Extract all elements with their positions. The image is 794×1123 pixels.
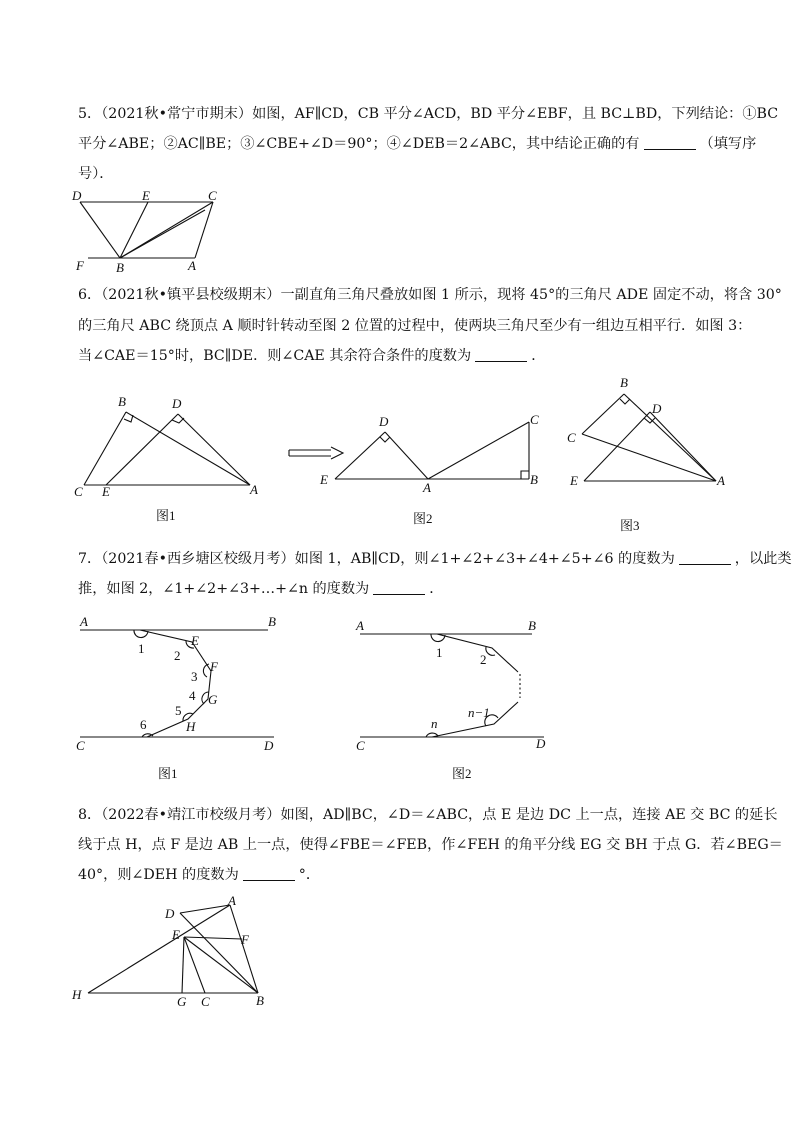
q5-line2	[78, 129, 756, 159]
q8-line3-tail: °．	[298, 867, 321, 883]
q7-f1-label-C: C	[76, 738, 85, 753]
q6-f2-label-C: C	[530, 412, 539, 427]
q7-f1-angle-1: 1	[138, 641, 145, 656]
q5-line1: 5．（2021秋•常宁市期末）如图，AF∥CD，CB 平分∠ACD，BD 平分∠EBF，且 BC⊥BD，下列结论：①BC	[78, 106, 779, 122]
q6-f1-label-D: D	[172, 396, 182, 411]
q5-line3: 号）．	[78, 166, 114, 182]
q7-f1-label-F: F	[210, 659, 218, 674]
q7-figure-2	[352, 612, 562, 787]
q6-f3-label-A: A	[717, 473, 725, 488]
q8-label-B: B	[256, 993, 264, 1008]
q6-f3-label-E: E	[570, 473, 578, 488]
q6-f3-label-D: D	[652, 401, 662, 416]
q8-label-G: G	[177, 994, 187, 1009]
q7-f1-angle-2: 2	[174, 648, 181, 663]
q6-f1-label-E: E	[102, 484, 110, 499]
q7-answer-blank-1[interactable]	[679, 550, 731, 565]
q6-f1-label-B: B	[118, 394, 126, 409]
q5-label-C: C	[208, 188, 217, 203]
q7-f2-label-C: C	[356, 738, 365, 753]
q8-line3	[78, 860, 320, 890]
q6-figure-3	[564, 374, 734, 539]
q6-line3	[78, 341, 545, 371]
q7-f1-caption: 图1	[158, 766, 178, 781]
q7-answer-blank-2[interactable]	[373, 580, 425, 595]
q6-f2-caption: 图2	[413, 511, 433, 526]
q8-line3-text: 40°，则∠DEH 的度数为	[78, 867, 239, 883]
q6-line1: 6．（2021秋•镇平县校级期末）一副直角三角尺叠放如图 1 所示，现将 45°的三角尺 ADE 固定不动，将含 30°	[78, 287, 782, 303]
q8-label-D: D	[165, 906, 175, 921]
q7-f1-label-E: E	[191, 633, 199, 648]
q5-line2-tail: （填写序	[699, 136, 757, 152]
q5-line2-text: 平分∠ABE；②AC∥BE；③∠CBE+∠D＝90°；④∠DEB＝2∠ABC，其中结论正确的有	[78, 136, 640, 152]
q8-label-C: C	[201, 994, 210, 1009]
q8-figure	[70, 893, 280, 1013]
q6-line3-tail: ．	[531, 348, 546, 364]
q7-f2-angle-2: 2	[480, 652, 487, 667]
q8-line1: 8．（2022春•靖江市校级月考）如图，AD∥BC，∠D＝∠ABC，点 E 是边 DC 上一点，连接 AE 交 BC 的延长	[78, 807, 778, 823]
q7-f2-angle-n: n	[431, 716, 438, 731]
q5-figure	[70, 188, 230, 278]
q7-f2-angle-1: 1	[436, 645, 443, 660]
q6-f1-label-C: C	[74, 484, 83, 499]
q6-f3-label-B: B	[620, 375, 628, 390]
q7-f1-label-A: A	[80, 614, 88, 629]
q6-line2: 的三角尺 ABC 绕顶点 A 顺时针转动至图 2 位置的过程中，使两块三角尺至少有一组边互相平行．如图 3：	[78, 318, 752, 334]
q7-f1-angle-6: 6	[140, 717, 147, 732]
q7-f1-label-G: G	[208, 692, 218, 707]
q8-line2: 线于点 H，点 F 是边 AB 上一点，使得∠FBE＝∠FEB，作∠FEH 的角平分线 EG 交 BH 于点 G．若∠BEG＝	[78, 837, 783, 853]
q5-label-E: E	[142, 188, 150, 203]
q7-f2-label-D: D	[536, 736, 546, 751]
q7-f1-label-B: B	[268, 614, 276, 629]
q7-line1-text: 7．（2021春•西乡塘区校级月考）如图 1，AB∥CD，则∠1+∠2+∠3+∠4+∠5+∠6 的度数为	[78, 551, 675, 567]
q7-f2-label-B: B	[528, 618, 536, 633]
q7-f1-angle-4: 4	[189, 688, 196, 703]
q6-f1-label-A: A	[250, 482, 258, 497]
q7-f2-caption: 图2	[452, 766, 472, 781]
q5-label-D: D	[72, 188, 82, 203]
q6-figure-1	[72, 392, 272, 527]
q6-f2-label-B: B	[530, 472, 538, 487]
q8-label-E: E	[172, 927, 180, 942]
q8-label-A: A	[228, 893, 236, 908]
q7-f2-angle-n-minus-1: n−1	[468, 705, 490, 720]
q7-line1	[78, 544, 792, 574]
q6-figure-2	[315, 410, 555, 530]
q7-line2	[78, 574, 443, 604]
q5-label-B: B	[116, 260, 124, 275]
q7-f1-angle-3: 3	[191, 669, 198, 684]
q5-answer-blank[interactable]	[644, 135, 696, 150]
q7-figure-1	[72, 612, 292, 787]
q7-f2-label-A: A	[356, 618, 364, 633]
q6-answer-blank[interactable]	[475, 347, 527, 362]
q6-f2-label-A: A	[423, 480, 431, 495]
q7-line2-text: 推，如图 2，∠1+∠2+∠3+…+∠n 的度数为	[78, 581, 370, 597]
q7-f1-angle-5: 5	[175, 703, 182, 718]
q7-line2-tail: ．	[429, 581, 444, 597]
q7-line1-tail: ，以此类	[734, 551, 792, 567]
q5-label-F: F	[76, 258, 84, 273]
q6-f3-label-C: C	[567, 430, 576, 445]
q5-label-A: A	[188, 258, 196, 273]
q6-f2-label-D: D	[379, 414, 389, 429]
q6-f1-caption: 图1	[156, 508, 176, 523]
q8-answer-blank[interactable]	[243, 866, 295, 881]
q6-line3-text: 当∠CAE＝15°时，BC∥DE．则∠CAE 其余符合条件的度数为	[78, 348, 472, 364]
q7-f1-label-H: H	[186, 719, 196, 734]
q6-f2-label-E: E	[320, 472, 328, 487]
q8-label-H: H	[72, 987, 82, 1002]
q7-f1-label-D: D	[264, 738, 274, 753]
q8-label-F: F	[241, 932, 249, 947]
q6-f3-caption: 图3	[620, 518, 640, 533]
